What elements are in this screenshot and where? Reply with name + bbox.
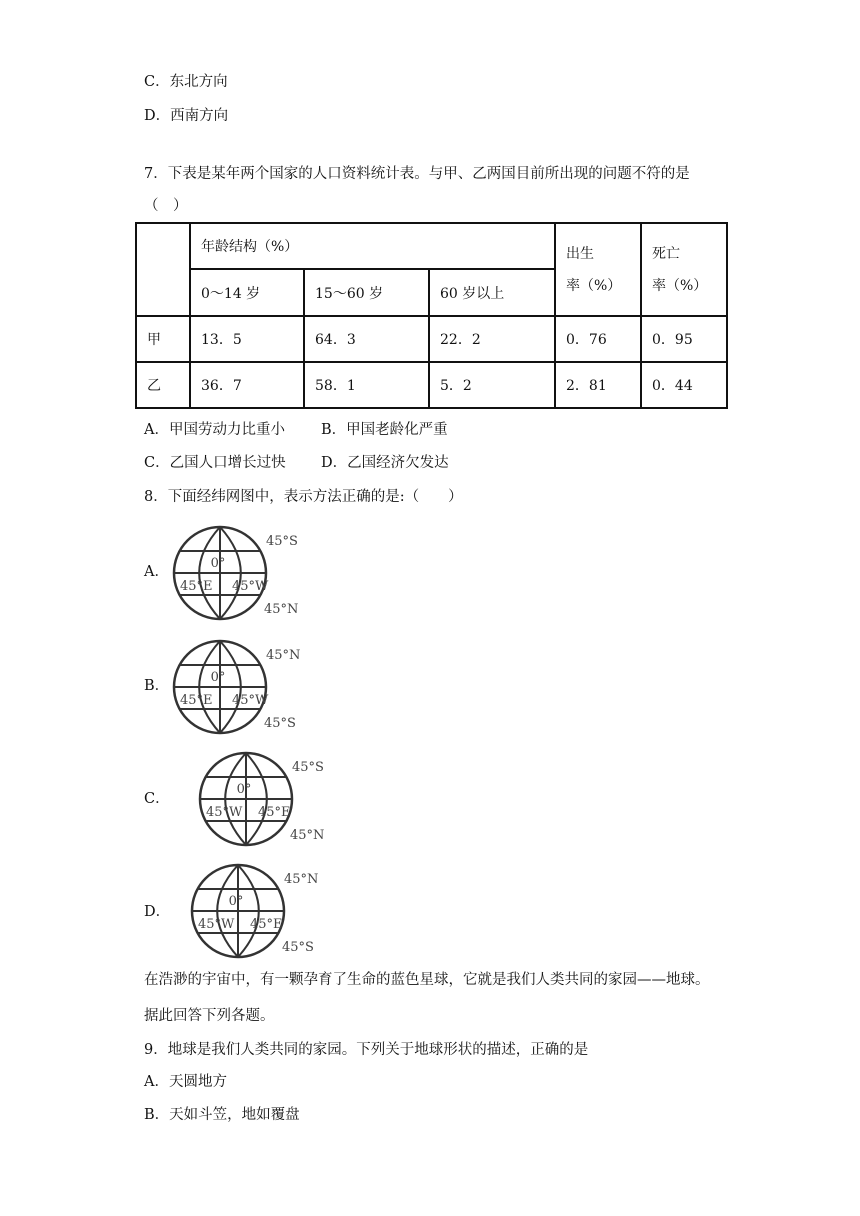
q7-option-d: D．乙国经济欠发达 xyxy=(321,455,449,471)
population-table xyxy=(135,222,728,409)
left-meridian-label: 45°E xyxy=(180,693,213,708)
age-col-60-plus: 60 岁以上 xyxy=(429,269,555,316)
table-cell: 36．7 xyxy=(190,362,304,408)
left-meridian-label: 45°W xyxy=(198,917,235,932)
q8-option-letter: A． xyxy=(144,564,169,580)
right-meridian-label: 45°W xyxy=(232,579,269,594)
right-meridian-label: 45°E xyxy=(258,805,291,820)
q7-stem: 7．下表是某年两个国家的人口资料统计表。与甲、乙两国目前所出现的问题不符的是 xyxy=(144,166,690,182)
center-longitude-label: 0° xyxy=(210,670,226,685)
row-name: 甲 xyxy=(136,316,190,362)
q7-option-a: A．甲国劳动力比重小 xyxy=(144,422,285,438)
center-longitude-label: 0° xyxy=(228,894,244,909)
q7-option-b: B．甲国老龄化严重 xyxy=(321,422,448,438)
table-cell: 5．2 xyxy=(429,362,555,408)
q8-option-letter: C． xyxy=(144,791,170,807)
age-structure-header: 年龄结构（%） xyxy=(190,223,555,269)
table-cell: 0．95 xyxy=(641,316,727,362)
q7-answer-paren: （ ） xyxy=(144,198,188,214)
q8-option-letter: D． xyxy=(144,904,171,920)
bottom-latitude-label: 45°S xyxy=(264,716,296,731)
bottom-latitude-label: 45°S xyxy=(282,940,314,955)
death-rate-header: 死亡 率（%） xyxy=(641,223,727,316)
q8-option-letter: B． xyxy=(144,678,170,694)
age-col-15-60: 15～60 岁 xyxy=(304,269,429,316)
table-cell: 13．5 xyxy=(190,316,304,362)
q9-option-b: B．天如斗笠，地如覆盘 xyxy=(144,1107,300,1123)
left-meridian-label: 45°W xyxy=(206,805,243,820)
q7-option-c: C．乙国人口增长过快 xyxy=(144,455,286,471)
q9-stem: 9．地球是我们人类共同的家园。下列关于地球形状的描述，正确的是 xyxy=(144,1042,589,1058)
table-cell: 58．1 xyxy=(304,362,429,408)
table-row xyxy=(136,362,727,408)
birth-rate-header: 出生 率（%） xyxy=(555,223,641,316)
table-cell: 0．76 xyxy=(555,316,641,362)
intro-line-1: 在浩渺的宇宙中，有一颗孕育了生命的蓝色星球，它就是我们人类共同的家园——地球。 xyxy=(144,972,710,988)
q6-option-c: C．东北方向 xyxy=(144,74,228,90)
graticule-globe xyxy=(172,523,312,623)
bottom-latitude-label: 45°N xyxy=(290,828,325,843)
table-cell: 64．3 xyxy=(304,316,429,362)
intro-line-2: 据此回答下列各题。 xyxy=(144,1008,275,1024)
top-latitude-label: 45°S xyxy=(292,760,324,775)
table-cell: 2．81 xyxy=(555,362,641,408)
right-meridian-label: 45°E xyxy=(250,917,283,932)
row-name: 乙 xyxy=(136,362,190,408)
table-corner-cell xyxy=(136,223,190,316)
table-cell: 22．2 xyxy=(429,316,555,362)
graticule-globe xyxy=(190,861,330,961)
graticule-globe xyxy=(198,749,338,849)
q6-option-d: D．西南方向 xyxy=(144,108,229,124)
left-meridian-label: 45°E xyxy=(180,579,213,594)
graticule-globe xyxy=(172,637,312,737)
age-col-0-14: 0～14 岁 xyxy=(190,269,304,316)
right-meridian-label: 45°W xyxy=(232,693,269,708)
center-longitude-label: 0° xyxy=(236,782,252,797)
table-row xyxy=(136,316,727,362)
bottom-latitude-label: 45°N xyxy=(264,602,299,617)
top-latitude-label: 45°S xyxy=(266,534,298,549)
q9-option-a: A．天圆地方 xyxy=(144,1074,227,1090)
top-latitude-label: 45°N xyxy=(266,648,301,663)
top-latitude-label: 45°N xyxy=(284,872,319,887)
center-longitude-label: 0° xyxy=(210,556,226,571)
q8-stem: 8．下面经纬网图中，表示方法正确的是:（ ） xyxy=(144,489,463,505)
table-cell: 0．44 xyxy=(641,362,727,408)
